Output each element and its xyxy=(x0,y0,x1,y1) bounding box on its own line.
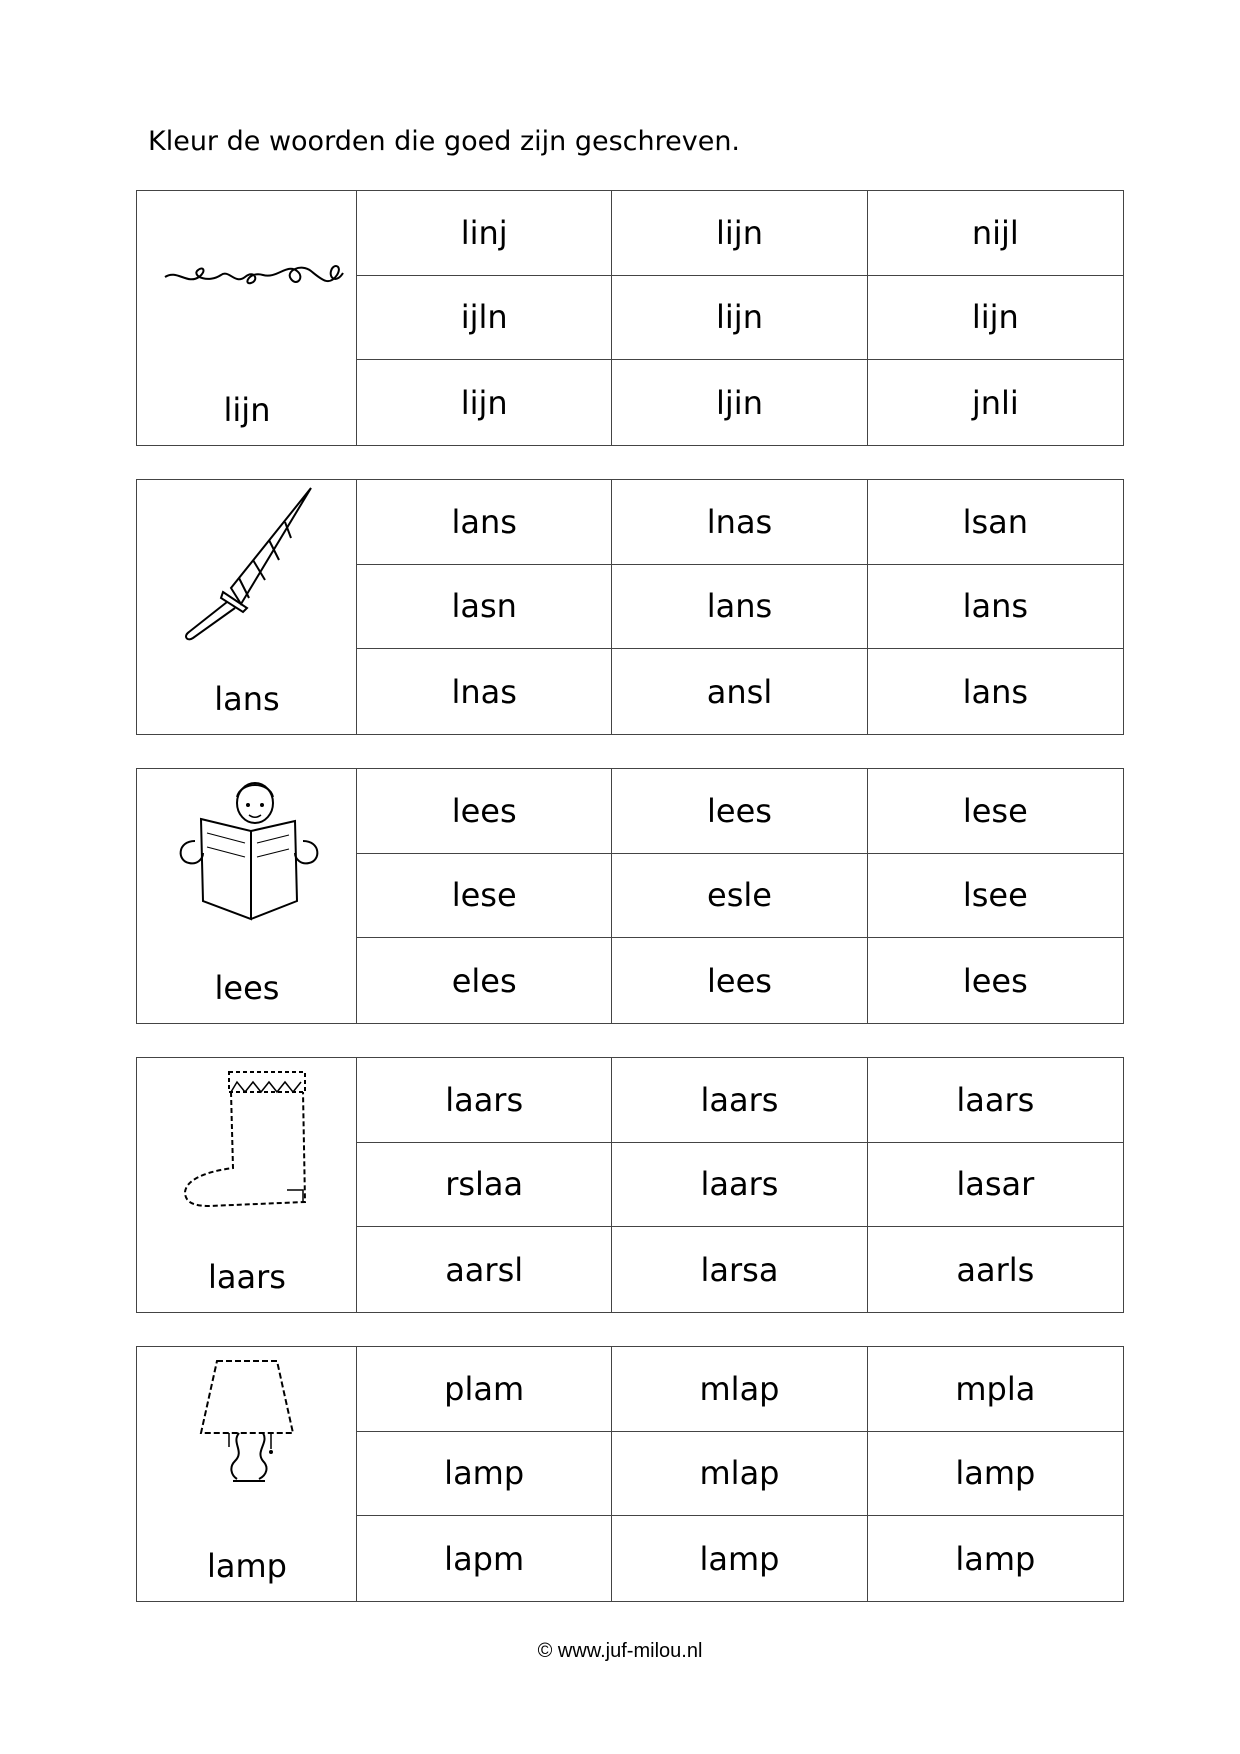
word-option[interactable]: ljin xyxy=(612,360,867,445)
word-option[interactable]: esle xyxy=(612,854,867,939)
word-option[interactable]: linj xyxy=(357,191,612,276)
exercise-block-lamp xyxy=(136,1346,1124,1602)
word-option[interactable]: mpla xyxy=(868,1347,1123,1432)
word-option[interactable]: larsa xyxy=(612,1227,867,1312)
word-options-grid xyxy=(357,1347,1123,1601)
word-option[interactable]: lans xyxy=(868,565,1123,650)
word-option[interactable]: laars xyxy=(357,1058,612,1143)
word-option[interactable]: lees xyxy=(612,938,867,1023)
word-option[interactable]: lamp xyxy=(357,1432,612,1517)
picture-cell xyxy=(137,480,357,734)
word-option[interactable]: eles xyxy=(357,938,612,1023)
exercise-block-lans xyxy=(136,479,1124,735)
word-option[interactable]: lans xyxy=(357,480,612,565)
picture-cell xyxy=(137,1058,357,1312)
word-option[interactable]: lans xyxy=(612,565,867,650)
word-option[interactable]: lamp xyxy=(955,1539,1036,1578)
word-option[interactable]: lees xyxy=(962,961,1028,1000)
copyright-footer: © www.juf-milou.nl xyxy=(537,1640,703,1662)
word-option[interactable]: lans xyxy=(962,672,1029,711)
word-option[interactable]: plam xyxy=(357,1347,612,1432)
exercise-block-laars xyxy=(136,1057,1124,1313)
word-options-grid xyxy=(357,1058,1123,1312)
word-option[interactable]: lijn xyxy=(612,191,867,276)
word-option[interactable]: rslaa xyxy=(357,1143,612,1228)
word-option[interactable]: lijn xyxy=(612,276,867,361)
word-option[interactable]: lese xyxy=(868,769,1123,854)
word-option[interactable]: aarsl xyxy=(357,1227,612,1312)
target-word: lans xyxy=(214,680,280,718)
picture-cell xyxy=(137,191,357,445)
instruction-text: Kleur de woorden die goed zijn geschreven. xyxy=(148,126,741,157)
word-option[interactable]: laars xyxy=(612,1143,867,1228)
target-word: lamp xyxy=(207,1547,287,1585)
word-option[interactable]: lijn xyxy=(357,360,612,445)
word-option[interactable]: lamp xyxy=(612,1516,867,1601)
word-option[interactable]: aarls xyxy=(956,1250,1035,1289)
exercise-block-lees xyxy=(136,768,1124,1024)
word-option[interactable]: nijl xyxy=(868,191,1123,276)
word-option[interactable]: lasn xyxy=(357,565,612,650)
word-options-grid xyxy=(357,769,1123,1023)
target-word: laars xyxy=(208,1258,286,1296)
word-option[interactable]: laars xyxy=(868,1058,1123,1143)
word-option[interactable]: lsan xyxy=(868,480,1123,565)
exercise-block-lijn xyxy=(136,190,1124,446)
picture-cell xyxy=(137,769,357,1023)
word-option[interactable]: lees xyxy=(357,769,612,854)
word-option[interactable]: lasar xyxy=(868,1143,1123,1228)
word-option[interactable]: lnas xyxy=(357,649,612,734)
word-option[interactable]: jnli xyxy=(971,383,1019,422)
word-option[interactable]: lnas xyxy=(612,480,867,565)
picture-cell xyxy=(137,1347,357,1601)
word-option[interactable]: ansl xyxy=(612,649,867,734)
word-option[interactable]: mlap xyxy=(612,1347,867,1432)
word-option[interactable]: mlap xyxy=(612,1432,867,1517)
word-option[interactable]: lese xyxy=(357,854,612,939)
word-options-grid xyxy=(357,480,1123,734)
word-option[interactable]: lijn xyxy=(868,276,1123,361)
word-options-grid xyxy=(357,191,1123,445)
word-option[interactable]: lapm xyxy=(357,1516,612,1601)
word-option[interactable]: laars xyxy=(612,1058,867,1143)
word-option[interactable]: ijln xyxy=(357,276,612,361)
word-option[interactable]: lsee xyxy=(868,854,1123,939)
word-option[interactable]: lees xyxy=(612,769,867,854)
target-word: lees xyxy=(214,969,280,1007)
target-word: lijn xyxy=(223,391,271,429)
word-option[interactable]: lamp xyxy=(868,1432,1123,1517)
